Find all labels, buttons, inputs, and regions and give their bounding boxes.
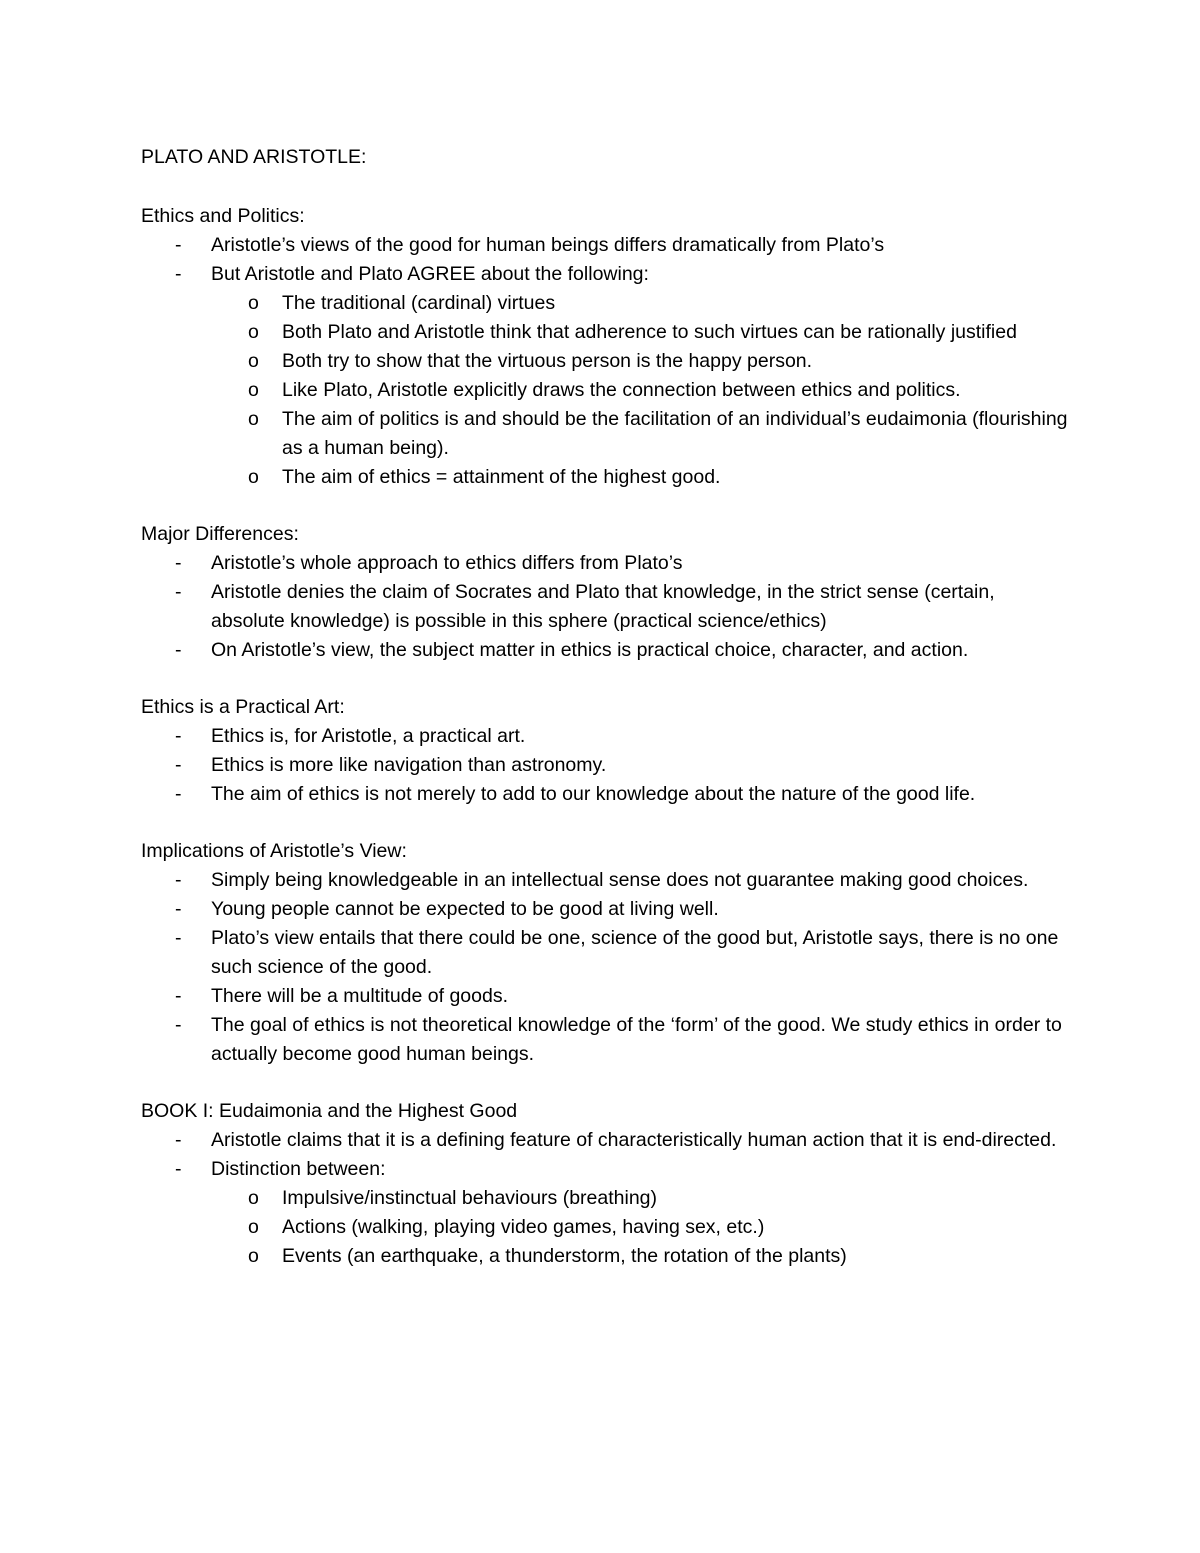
list-item xyxy=(141,895,1071,924)
section-heading: Major Differences: xyxy=(141,523,299,545)
circle-bullet-marker: o xyxy=(248,379,259,401)
sub-list-item-text: Like Plato, Aristotle explicitly draws the connection between ethics and politics. xyxy=(282,379,961,401)
list-item-text: Aristotle’s whole approach to ethics differs from Plato’s xyxy=(211,552,683,574)
sub-list-item xyxy=(141,318,1071,347)
list-item-text: Aristotle’s views of the good for human beings differs dramatically from Plato’s xyxy=(211,234,885,256)
list-item xyxy=(141,636,1071,665)
circle-bullet-marker: o xyxy=(248,466,259,488)
list-item-text: Ethics is, for Aristotle, a practical art. xyxy=(211,725,526,747)
circle-bullet-marker: o xyxy=(248,1187,259,1209)
dash-bullet-marker: - xyxy=(175,1014,182,1036)
list-item-text: Distinction between: xyxy=(211,1158,386,1180)
list-item xyxy=(141,924,1071,982)
circle-bullet-marker: o xyxy=(248,408,259,430)
bullet-list xyxy=(141,1126,1071,1271)
sub-list-item-text: Impulsive/instinctual behaviours (breathing) xyxy=(282,1187,658,1209)
list-item xyxy=(141,231,1071,260)
list-item xyxy=(141,260,1071,289)
bullet-list xyxy=(141,866,1071,1069)
sub-list-item xyxy=(141,347,1071,376)
sub-list-item xyxy=(141,1213,1071,1242)
list-item-text: There will be a multitude of goods. xyxy=(211,985,508,1007)
dash-bullet-marker: - xyxy=(175,985,182,1007)
bullet-list xyxy=(141,231,1071,492)
sub-list-item-text: Both try to show that the virtuous person is the happy person. xyxy=(282,350,813,372)
list-item-text: On Aristotle’s view, the subject matter in ethics is practical choice, character, and action. xyxy=(211,639,969,661)
dash-bullet-marker: - xyxy=(175,234,182,256)
sub-list-item xyxy=(141,405,1071,463)
circle-bullet-marker: o xyxy=(248,1245,259,1267)
section xyxy=(141,520,1071,665)
list-item-text: Ethics is more like navigation than astronomy. xyxy=(211,754,607,776)
section xyxy=(141,1097,1071,1271)
dash-bullet-marker: - xyxy=(175,927,182,949)
list-item-text: Aristotle denies the claim of Socrates and Plato that knowledge, in the strict sense (certain, absolute knowledge) is possible in this sphere (practical science/ethics) xyxy=(211,581,995,632)
circle-bullet-marker: o xyxy=(248,350,259,372)
list-item xyxy=(141,1011,1071,1069)
list-item xyxy=(141,1155,1071,1184)
dash-bullet-marker: - xyxy=(175,1158,182,1180)
list-item xyxy=(141,780,1071,809)
section xyxy=(141,202,1071,492)
dash-bullet-marker: - xyxy=(175,639,182,661)
list-item xyxy=(141,578,1071,636)
list-item xyxy=(141,1126,1071,1155)
dash-bullet-marker: - xyxy=(175,581,182,603)
circle-bullet-marker: o xyxy=(248,1216,259,1238)
sub-list-item-text: Events (an earthquake, a thunderstorm, the rotation of the plants) xyxy=(282,1245,847,1267)
document-title: PLATO AND ARISTOTLE: xyxy=(141,146,367,168)
dash-bullet-marker: - xyxy=(175,263,182,285)
sub-list-item-text: The traditional (cardinal) virtues xyxy=(282,292,556,314)
list-item xyxy=(141,866,1071,895)
list-item-text: The goal of ethics is not theoretical knowledge of the ‘form’ of the good. We study ethics in order to actually become good human beings. xyxy=(211,1014,1062,1065)
sub-list-item-text: Both Plato and Aristotle think that adherence to such virtues can be rationally justified xyxy=(282,321,1017,343)
section-heading: Implications of Aristotle’s View: xyxy=(141,840,407,862)
list-item-text: The aim of ethics is not merely to add to our knowledge about the nature of the good life. xyxy=(211,783,976,805)
list-item-text: Plato’s view entails that there could be one, science of the good but, Aristotle says, there is no one such science of the good. xyxy=(211,927,1059,978)
section xyxy=(141,693,1071,809)
list-item-text: But Aristotle and Plato AGREE about the following: xyxy=(211,263,649,285)
section-heading: Ethics is a Practical Art: xyxy=(141,696,345,718)
list-item-text: Young people cannot be expected to be good at living well. xyxy=(211,898,719,920)
dash-bullet-marker: - xyxy=(175,869,182,891)
sub-list-item-text: The aim of politics is and should be the facilitation of an individual’s eudaimonia (flourishing as a human being). xyxy=(282,408,1068,459)
section-heading: Ethics and Politics: xyxy=(141,205,305,227)
sub-list-item xyxy=(141,1242,1071,1271)
bullet-list xyxy=(141,722,1071,809)
bullet-list xyxy=(141,549,1071,665)
dash-bullet-marker: - xyxy=(175,898,182,920)
sections-container xyxy=(141,202,1071,1271)
sub-list-item xyxy=(141,1184,1071,1213)
section xyxy=(141,837,1071,1069)
list-item xyxy=(141,751,1071,780)
sub-list-item xyxy=(141,376,1071,405)
list-item xyxy=(141,982,1071,1011)
dash-bullet-marker: - xyxy=(175,725,182,747)
sub-list-item xyxy=(141,463,1071,492)
list-item xyxy=(141,549,1071,578)
list-item-text: Aristotle claims that it is a defining feature of characteristically human action that it is end-directed. xyxy=(211,1129,1057,1151)
list-item-text: Simply being knowledgeable in an intellectual sense does not guarantee making good choices. xyxy=(211,869,1029,891)
dash-bullet-marker: - xyxy=(175,783,182,805)
dash-bullet-marker: - xyxy=(175,754,182,776)
circle-bullet-marker: o xyxy=(248,292,259,314)
dash-bullet-marker: - xyxy=(175,1129,182,1151)
circle-bullet-marker: o xyxy=(248,321,259,343)
list-item xyxy=(141,722,1071,751)
dash-bullet-marker: - xyxy=(175,552,182,574)
section-heading: BOOK I: Eudaimonia and the Highest Good xyxy=(141,1100,518,1122)
sub-list-item-text: Actions (walking, playing video games, having sex, etc.) xyxy=(282,1216,765,1238)
document-body xyxy=(141,143,1071,1299)
sub-list-item xyxy=(141,289,1071,318)
sub-list-item-text: The aim of ethics = attainment of the highest good. xyxy=(282,466,721,488)
